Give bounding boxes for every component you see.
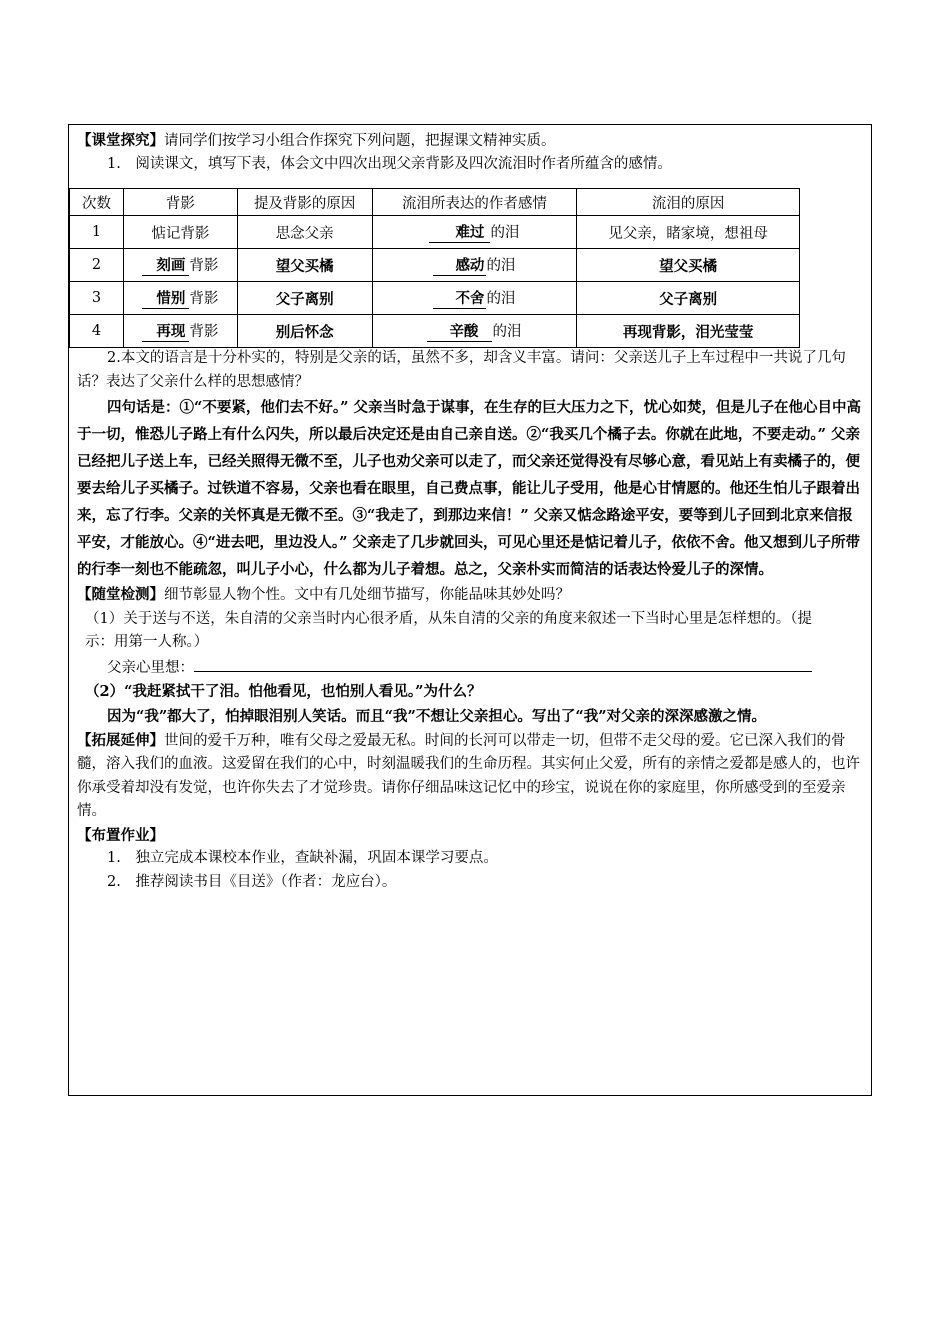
table-header-row: [70, 189, 800, 216]
lower-sections: [77, 347, 865, 894]
reason-cell: 思念父亲: [237, 216, 372, 249]
shadow-cell: 再现 背影: [123, 315, 237, 348]
extend-section: 【拓展延伸】世间的爱千万种，唯有父母之爱最无私。时间的长河可以带走一切，但带不走父母的爱。它已深入我们的骨髓，溶入我们的血液。这爱留在我们的心中，时刻温暖我们的生命历程。其实何止父爱，所有的亲情之爱都是感人的，也许你承受着却没有发觉，也许你失去了才觉珍贵。请你仔细品味这记忆中的珍宝，说说在你的家庭里，你所感受到的至爱亲情。: [77, 731, 860, 819]
question-2: 2.本文的语言是十分朴实的，特别是父亲的话，虽然不多，却含义丰富。请问：父亲送儿子上车过程中一共说了几句话？表达了父亲什么样的思想感情？: [77, 350, 846, 390]
emotion-answer: 不舍: [433, 287, 486, 309]
shadow-answer: 再现: [142, 320, 189, 342]
shadow-answer: 惜别: [142, 287, 189, 309]
header-cell: 流泪的原因: [577, 189, 800, 216]
question-2-answer: 四句话是：①“不要紧，他们去不好。” 父亲当时急于谋事，在生存的巨大压力之下，忧心如焚，但是儿子在他心目中高于一切，惟恐儿子路上有什么闪失，所以最后决定还是由自己亲自送。②“我买几个橘子去。你就在此地，不要走动。” 父亲已经把儿子送上车，已经关照得无微不至，儿子也劝父亲可以走了，而父亲还觉得没有尽够心意，看见站上有卖橘子的，便要去给儿子买橘子。过铁道不容易，父亲也看在眼里，自己费点事，能让儿子受用，他是心甘情愿的。他还生怕儿子跟着出来，忘了行李。父亲的关怀真是无微不至。③“我走了，到那边来信！” 父亲又惦念路途平安，要等到儿子回到北京来信报平安，才能放心。④“进去吧，里边没人。” 父亲走了几步就回头，可见心里还是惦记着儿子，依依不舍。他又想到儿子所带的行李一刻也不能疏忽，叫儿子小心，什么都为儿子着想。总之，父亲朴实而简洁的话表达怜爱儿子的深情。: [77, 399, 861, 578]
cause-cell: 再现背影，泪光莹莹: [577, 315, 800, 348]
count-cell: 4: [70, 315, 124, 348]
cause-cell: 见父亲，睹家境，想祖母: [577, 216, 800, 249]
homework-item: 2. 推荐阅读书目《目送》（作者：龙应台）。: [107, 873, 397, 890]
emotion-cell: 不舍 的泪: [372, 282, 577, 315]
shadow-cell: 惦记背影: [123, 216, 237, 249]
explore-intro: 【课堂探究】请同学们按学习小组合作探究下列问题，把握课文精神实质。: [77, 132, 556, 149]
answer-blank[interactable]: [194, 657, 812, 672]
emotion-cell: 感动 的泪: [372, 249, 577, 282]
table-row: [70, 315, 800, 348]
homework-heading: 【布置作业】: [77, 826, 164, 844]
check-answer-2: 因为“我”都大了，怕掉眼泪别人笑话。而且“我”不想让父亲担心。写出了“我”对父亲的深深感激之情。: [107, 707, 767, 725]
worksheet-frame: [68, 124, 872, 1096]
reason-cell: 别后怀念: [237, 315, 372, 348]
cause-cell: 望父买橘: [577, 249, 800, 282]
emotion-answer: 感动: [433, 254, 486, 276]
explore-section: [77, 129, 865, 176]
table-row: [70, 282, 800, 315]
header-cell: 流泪所表达的作者感情: [372, 189, 577, 216]
table-row: [70, 216, 800, 249]
emotion-answer: 辛酸: [427, 320, 492, 342]
check-question-2: （2）“我赶紧拭干了泪。怕他看见，也怕别人看见。”为什么？: [85, 683, 482, 700]
emotion-table: [69, 188, 800, 348]
count-cell: 1: [70, 216, 124, 249]
emotion-cell: 难过 的泪: [372, 216, 577, 249]
table-row: [70, 249, 800, 282]
question-1: 1. 阅读课文，填写下表，体会文中四次出现父亲背影及四次流泪时作者所蕴含的感情。: [107, 156, 672, 172]
check-intro: 【随堂检测】细节彰显人物个性。文中有几处细节描写，你能品味其妙处吗？: [77, 586, 570, 603]
header-cell: 次数: [70, 189, 124, 216]
reason-cell: 望父买橘: [237, 249, 372, 282]
reason-cell: 父子离别: [237, 282, 372, 315]
extend-heading: 【拓展延伸】: [77, 731, 164, 749]
count-cell: 3: [70, 282, 124, 315]
homework-item: 1. 独立完成本课校本作业，查缺补漏，巩固本课学习要点。: [107, 850, 498, 866]
shadow-answer: 刻画: [142, 254, 189, 276]
shadow-cell: 刻画 背影: [123, 249, 237, 282]
cause-cell: 父子离别: [577, 282, 800, 315]
header-cell: 背影: [123, 189, 237, 216]
emotion-cell: 辛酸 的泪: [372, 315, 577, 348]
emotion-answer: 难过: [429, 221, 490, 243]
shadow-cell: 惜别 背影: [123, 282, 237, 315]
check-heading: 【随堂检测】: [77, 586, 164, 603]
check-answer-1-line: [77, 657, 865, 681]
count-cell: 2: [70, 249, 124, 282]
header-cell: 提及背影的原因: [237, 189, 372, 216]
answer-label: 父亲心里想：: [107, 659, 194, 676]
explore-heading: 【课堂探究】: [77, 132, 164, 149]
check-question-1: （1）关于送与不送，朱自清的父亲当时内心很矛盾，从朱自清的父亲的角度来叙述一下当时心里是怎样想的。（提示：用第一人称。）: [85, 610, 812, 650]
